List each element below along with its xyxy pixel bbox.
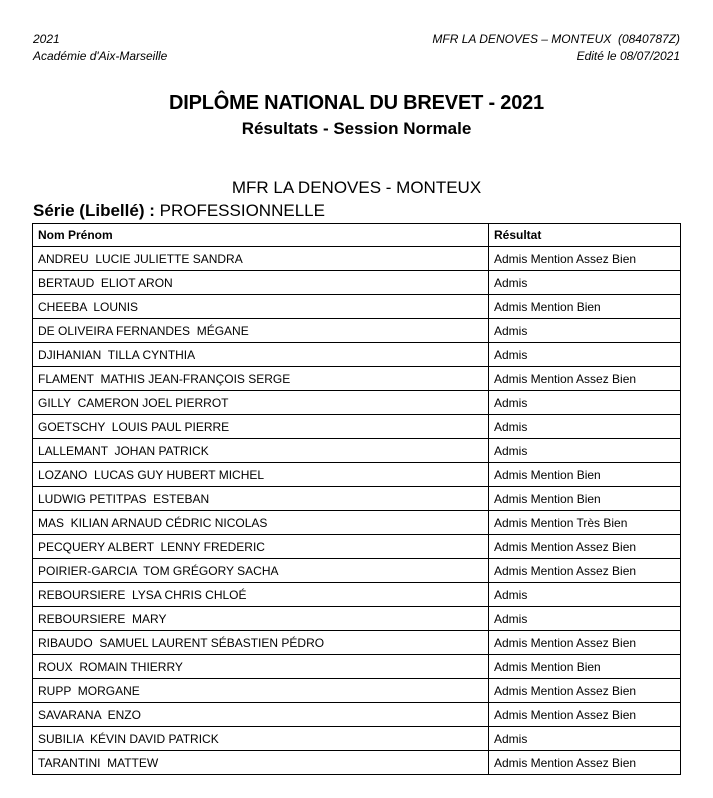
table-row — [33, 679, 681, 703]
student-result: Admis — [489, 415, 681, 439]
table-row — [33, 247, 681, 271]
table-row — [33, 655, 681, 679]
student-result: Admis Mention Bien — [489, 487, 681, 511]
student-result: Admis — [489, 439, 681, 463]
table-row — [33, 559, 681, 583]
student-result: Admis — [489, 727, 681, 751]
table-row — [33, 391, 681, 415]
student-name: FLAMENT MATHIS JEAN-FRANÇOIS SERGE — [33, 367, 489, 391]
table-row — [33, 295, 681, 319]
student-result: Admis Mention Très Bien — [489, 511, 681, 535]
student-result: Admis — [489, 319, 681, 343]
student-result: Admis Mention Assez Bien — [489, 631, 681, 655]
student-name: SUBILIA KÉVIN DAVID PATRICK — [33, 727, 489, 751]
school-name: MFR LA DENOVES - MONTEUX — [231, 178, 482, 197]
table-row — [33, 415, 681, 439]
student-name: REBOURSIERE MARY — [33, 607, 489, 631]
student-name: LOZANO LUCAS GUY HUBERT MICHEL — [33, 463, 489, 487]
serie-label: Série (Libellé) : — [33, 201, 155, 220]
student-name: ANDREU LUCIE JULIETTE SANDRA — [33, 247, 489, 271]
student-name: DJIHANIAN TILLA CYNTHIA — [33, 343, 489, 367]
student-result: Admis Mention Assez Bien — [489, 679, 681, 703]
student-name: POIRIER-GARCIA TOM GRÉGORY SACHA — [33, 559, 489, 583]
table-header-row — [33, 224, 681, 247]
column-header-name: Nom Prénom — [33, 224, 489, 247]
document-title: DIPLÔME NATIONAL DU BREVET - 2021 — [169, 92, 544, 114]
table-row — [33, 319, 681, 343]
table-row — [33, 703, 681, 727]
student-result: Admis Mention Assez Bien — [489, 247, 681, 271]
student-name: RIBAUDO SAMUEL LAURENT SÉBASTIEN PÉDRO — [33, 631, 489, 655]
table-row — [33, 583, 681, 607]
student-name: TARANTINI MATTEW — [33, 751, 489, 775]
header-right — [432, 31, 680, 65]
serie-value: PROFESSIONNELLE — [159, 201, 325, 220]
student-result: Admis — [489, 391, 681, 415]
student-name: MAS KILIAN ARNAUD CÉDRIC NICOLAS — [33, 511, 489, 535]
student-name: ROUX ROMAIN THIERRY — [33, 655, 489, 679]
student-result: Admis — [489, 343, 681, 367]
student-name: SAVARANA ENZO — [33, 703, 489, 727]
student-result: Admis — [489, 271, 681, 295]
student-name: PECQUERY ALBERT LENNY FREDERIC — [33, 535, 489, 559]
student-result: Admis Mention Bien — [489, 463, 681, 487]
table-row — [33, 511, 681, 535]
student-result: Admis — [489, 583, 681, 607]
column-header-result: Résultat — [489, 224, 681, 247]
student-result: Admis Mention Assez Bien — [489, 535, 681, 559]
table-row — [33, 535, 681, 559]
header-academy: Académie d'Aix-Marseille — [33, 49, 168, 63]
table-row — [33, 343, 681, 367]
table-row — [33, 751, 681, 775]
header-establishment: MFR LA DENOVES – MONTEUX (0840787Z) — [432, 32, 680, 46]
student-name: REBOURSIERE LYSA CHRIS CHLOÉ — [33, 583, 489, 607]
table-row — [33, 727, 681, 751]
table-row — [33, 271, 681, 295]
student-result: Admis Mention Assez Bien — [489, 559, 681, 583]
document-subtitle: Résultats - Session Normale — [241, 119, 472, 138]
table-row — [33, 607, 681, 631]
student-result: Admis Mention Assez Bien — [489, 367, 681, 391]
student-result: Admis Mention Assez Bien — [489, 751, 681, 775]
student-result: Admis Mention Bien — [489, 295, 681, 319]
table-row — [33, 631, 681, 655]
serie-line — [33, 200, 325, 222]
student-name: LALLEMANT JOHAN PATRICK — [33, 439, 489, 463]
table-row — [33, 367, 681, 391]
student-name: CHEEBA LOUNIS — [33, 295, 489, 319]
student-name: RUPP MORGANE — [33, 679, 489, 703]
student-name: DE OLIVEIRA FERNANDES MÉGANE — [33, 319, 489, 343]
table-row — [33, 487, 681, 511]
student-name: GOETSCHY LOUIS PAUL PIERRE — [33, 415, 489, 439]
header-year: 2021 — [33, 32, 60, 46]
student-name: GILLY CAMERON JOEL PIERROT — [33, 391, 489, 415]
table-row — [33, 463, 681, 487]
results-table — [32, 223, 681, 775]
student-result: Admis — [489, 607, 681, 631]
header-edition-date: Edité le 08/07/2021 — [576, 49, 680, 63]
header-left — [33, 31, 167, 65]
student-name: BERTAUD ELIOT ARON — [33, 271, 489, 295]
student-result: Admis Mention Assez Bien — [489, 703, 681, 727]
table-row — [33, 439, 681, 463]
student-result: Admis Mention Bien — [489, 655, 681, 679]
student-name: LUDWIG PETITPAS ESTEBAN — [33, 487, 489, 511]
